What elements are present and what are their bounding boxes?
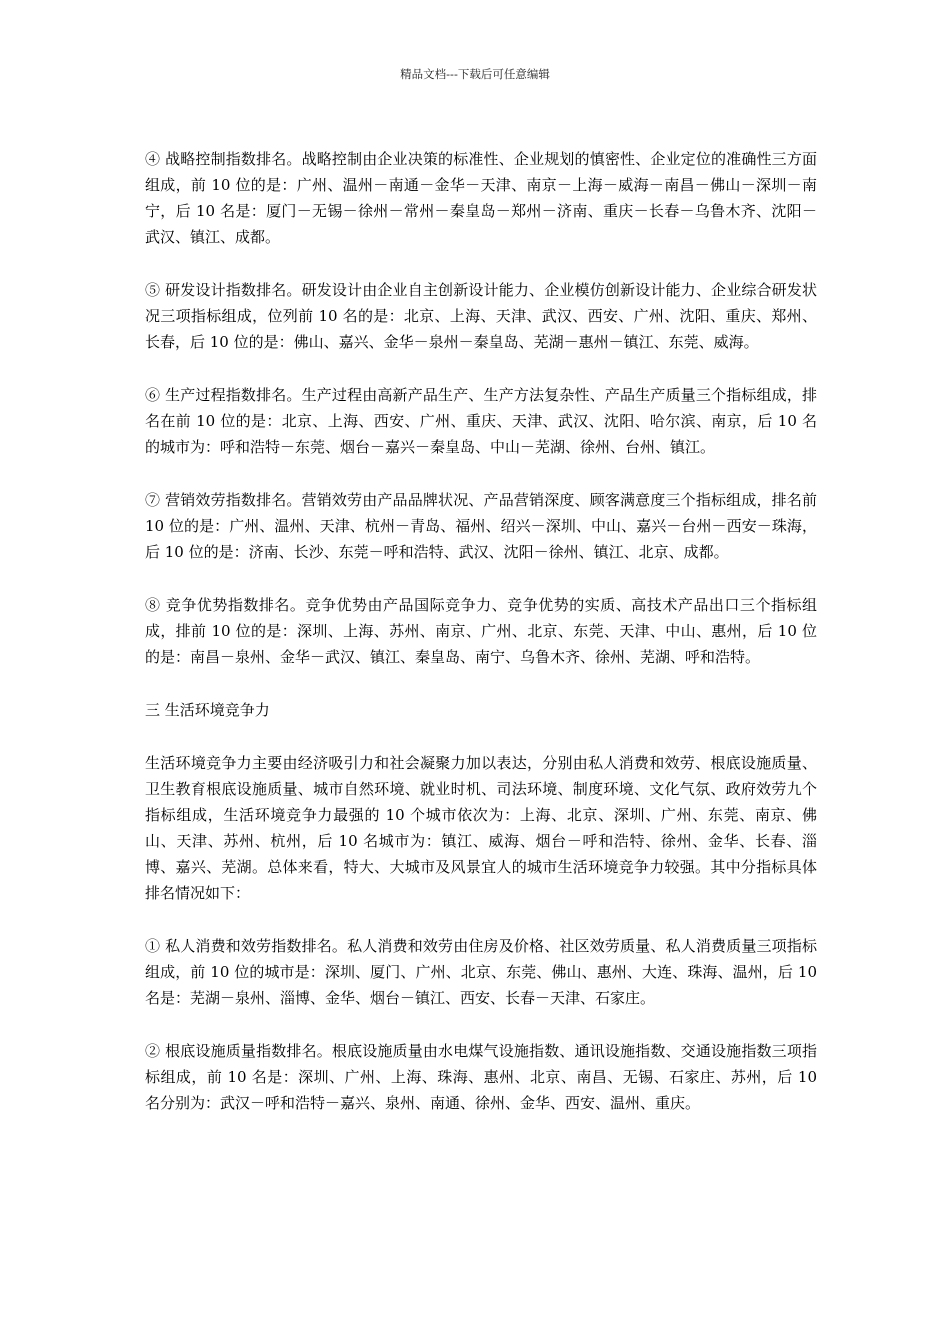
paragraph-private-consumption: ① 私人消费和效劳指数排名。私人消费和效劳由住房及价格、社区效劳质量、私人消费质量三项指标组成，前 10 位的城市是：深圳、厦门、广州、北京、东莞、佛山、惠州、大连、珠海、温州，后 10 名是：芜湖－泉州、淄博、金华、烟台－镇江、西安、长春－天津、石家庄。 xyxy=(145,937,817,1007)
paragraph-strategy-control: ④ 战略控制指数排名。战略控制由企业决策的标准性、企业规划的慎密性、企业定位的准确性三方面组成，前 10 位的是：广州、温州－南通－金华－天津、南京－上海－威海－南昌－佛山－深圳－南宁，后 10 名是：厦门－无锡－徐州－常州－秦皇岛－郑州－济南、重庆－长春－乌鲁木齐、沈阳－武汉、镇江、成都。 xyxy=(145,150,817,246)
section-heading: 三 生活环境竞争力 xyxy=(145,701,270,719)
paragraph-competitive-advantage: ⑧ 竞争优势指数排名。竞争优势由产品国际竞争力、竞争优势的实质、高技术产品出口三个指标组成，排前 10 位的是：深圳、上海、苏州、南京、广州、北京、东莞、天津、中山、惠州，后 10 位的是：南昌－泉州、金华－武汉、镇江、秦皇岛、南宁、乌鲁木齐、徐州、芜湖、呼和浩特。 xyxy=(145,596,817,666)
document-body xyxy=(145,146,817,1143)
paragraph-infrastructure-quality: ② 根底设施质量指数排名。根底设施质量由水电煤气设施指数、通讯设施指数、交通设施指数三项指标组成，前 10 名是：深圳、广州、上海、珠海、惠州、北京、南昌、无锡、石家庄、苏州，后 10 名分别为：武汉－呼和浩特－嘉兴、泉州、南通、徐州、金华、西安、温州、重庆。 xyxy=(145,1042,817,1112)
paragraph-production-process: ⑥ 生产过程指数排名。生产过程由高新产品生产、生产方法复杂性、产品生产质量三个指标组成，排名在前 10 位的是：北京、上海、西安、广州、重庆、天津、武汉、沈阳、哈尔滨、南京，后 10 名的城市为：呼和浩特－东莞、烟台－嘉兴－秦皇岛、中山－芜湖、徐州、台州、镇江。 xyxy=(145,386,817,456)
paragraph-marketing-service: ⑦ 营销效劳指数排名。营销效劳由产品品牌状况、产品营销深度、顾客满意度三个指标组成，排名前 10 位的是：广州、温州、天津、杭州－青岛、福州、绍兴－深圳、中山、嘉兴－台州－西安－珠海，后 10 位的是：济南、长沙、东莞－呼和浩特、武汉、沈阳－徐州、镇江、北京、成都。 xyxy=(145,491,817,561)
paragraph-living-environment-intro: 生活环境竞争力主要由经济吸引力和社会凝聚力加以表达，分别由私人消费和效劳、根底设施质量、卫生教育根底设施质量、城市自然环境、就业时机、司法环境、制度环境、文化气氛、政府效劳九个指标组成，生活环境竞争力最强的 10 个城市依次为：上海、北京、深圳、广州、东莞、南京、佛山、天津、苏州、杭州，后 10 名城市为：镇江、威海、烟台－呼和浩特、徐州、金华、长春、淄博、嘉兴、芜湖。总体来看，特大、大城市及风景宜人的城市生活环境竞争力较强。其中分指标具体排名情况如下： xyxy=(145,754,817,902)
paragraph-rd-design: ⑤ 研发设计指数排名。研发设计由企业自主创新设计能力、企业模仿创新设计能力、企业综合研发状况三项指标组成，位列前 10 名的是：北京、上海、天津、武汉、西安、广州、沈阳、重庆、郑州、长春，后 10 位的是：佛山、嘉兴、金华－泉州－秦皇岛、芜湖－惠州－镇江、东莞、威海。 xyxy=(145,281,817,351)
page-header: 精品文档---下载后可任意编辑 xyxy=(400,67,550,81)
